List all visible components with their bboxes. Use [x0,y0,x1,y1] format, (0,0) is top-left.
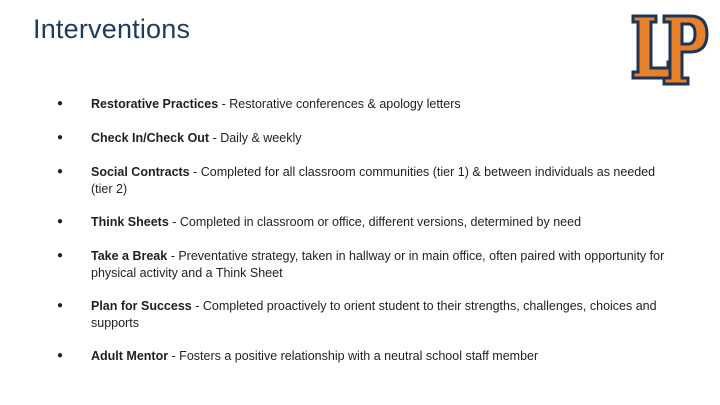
list-item [57,96,671,113]
item-term: Think Sheets [91,215,169,229]
list-item [57,130,671,147]
item-description: - Daily & weekly [209,131,302,145]
slide-title: Interventions [33,14,191,44]
bullet: ● [57,350,64,361]
list-item [57,248,671,281]
list-item [57,164,671,197]
lp-logo-icon [630,12,710,88]
bullet: ● [57,132,64,143]
item-term: Adult Mentor [91,349,169,363]
item-description: - Restorative conferences & apology letters [218,97,461,111]
item-description: - Completed for all classroom communities (tier 1) & between individuals as needed (tier 2) [91,165,656,196]
item-term: Check In/Check Out [91,131,210,145]
item-description: - Completed proactively to orient student to their strengths, challenges, choices and supports [91,299,657,330]
item-term: Take a Break [91,249,168,263]
item-term: Plan for Success [91,299,192,313]
list-item [57,214,671,231]
item-description: - Completed in classroom or office, different versions, determined by need [168,215,582,229]
list-item [57,298,671,331]
list-item [57,348,671,365]
item-term: Restorative Practices [91,97,219,111]
bullet: ● [57,166,64,177]
bullet: ● [57,250,64,261]
school-logo [630,12,710,88]
bullet: ● [57,98,64,109]
item-description: - Preventative strategy, taken in hallway or in main office, often paired with opportunity for physical activity and a Think Sheet [91,249,665,280]
bullet: ● [57,216,64,227]
item-term: Social Contracts [91,165,190,179]
item-description: - Fosters a positive relationship with a neutral school staff member [168,349,539,363]
bullet: ● [57,300,64,311]
